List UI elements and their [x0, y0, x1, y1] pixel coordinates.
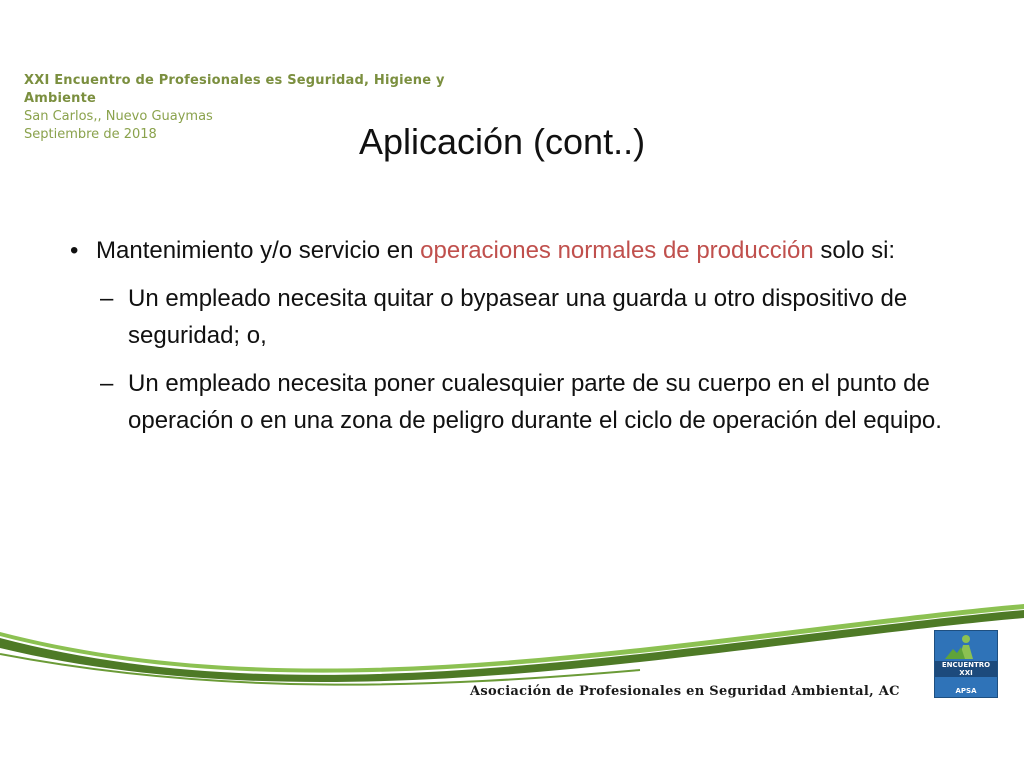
event-name-line2: Ambiente: [24, 91, 97, 106]
sub-bullet-text: Un empleado necesita poner cualesquier parte de su cuerpo en el punto de operación o en una zona de peligro durante el ciclo de operación del equipo.: [128, 370, 942, 434]
event-date: Septiembre de 2018: [24, 127, 157, 142]
logo-figure-icon: [935, 631, 997, 661]
logo-title: ENCUENTRO XXI: [935, 661, 997, 677]
sub-bullet-item: [96, 365, 966, 439]
sub-bullet-text: Un empleado necesita quitar o bypasear una guarda u otro dispositivo de seguridad; o,: [128, 285, 908, 349]
slide-content: [66, 232, 966, 439]
bullet-text-before: Mantenimiento y/o servicio en: [96, 237, 421, 264]
encuentro-logo: [934, 630, 998, 698]
bullet-highlight: operaciones normales de producción: [420, 237, 814, 264]
sub-bullet-item: [96, 280, 966, 354]
slide-title: Aplicación (cont..): [358, 121, 646, 162]
event-name-line1: XXI Encuentro de Profesionales es Seguridad, Higiene y: [24, 73, 445, 88]
bullet-mark: •: [70, 237, 79, 264]
bullet-text-after: solo si:: [813, 237, 896, 264]
sub-bullet-mark: –: [100, 370, 114, 397]
event-location: San Carlos,, Nuevo Guaymas: [24, 109, 213, 124]
sub-bullet-mark: –: [100, 285, 114, 312]
logo-subtitle: APSA: [955, 687, 977, 695]
bullet-item: [66, 232, 966, 269]
swoosh-light: [0, 604, 1024, 673]
association-name: Asociación de Profesionales en Seguridad Ambiental, AC: [470, 684, 900, 699]
